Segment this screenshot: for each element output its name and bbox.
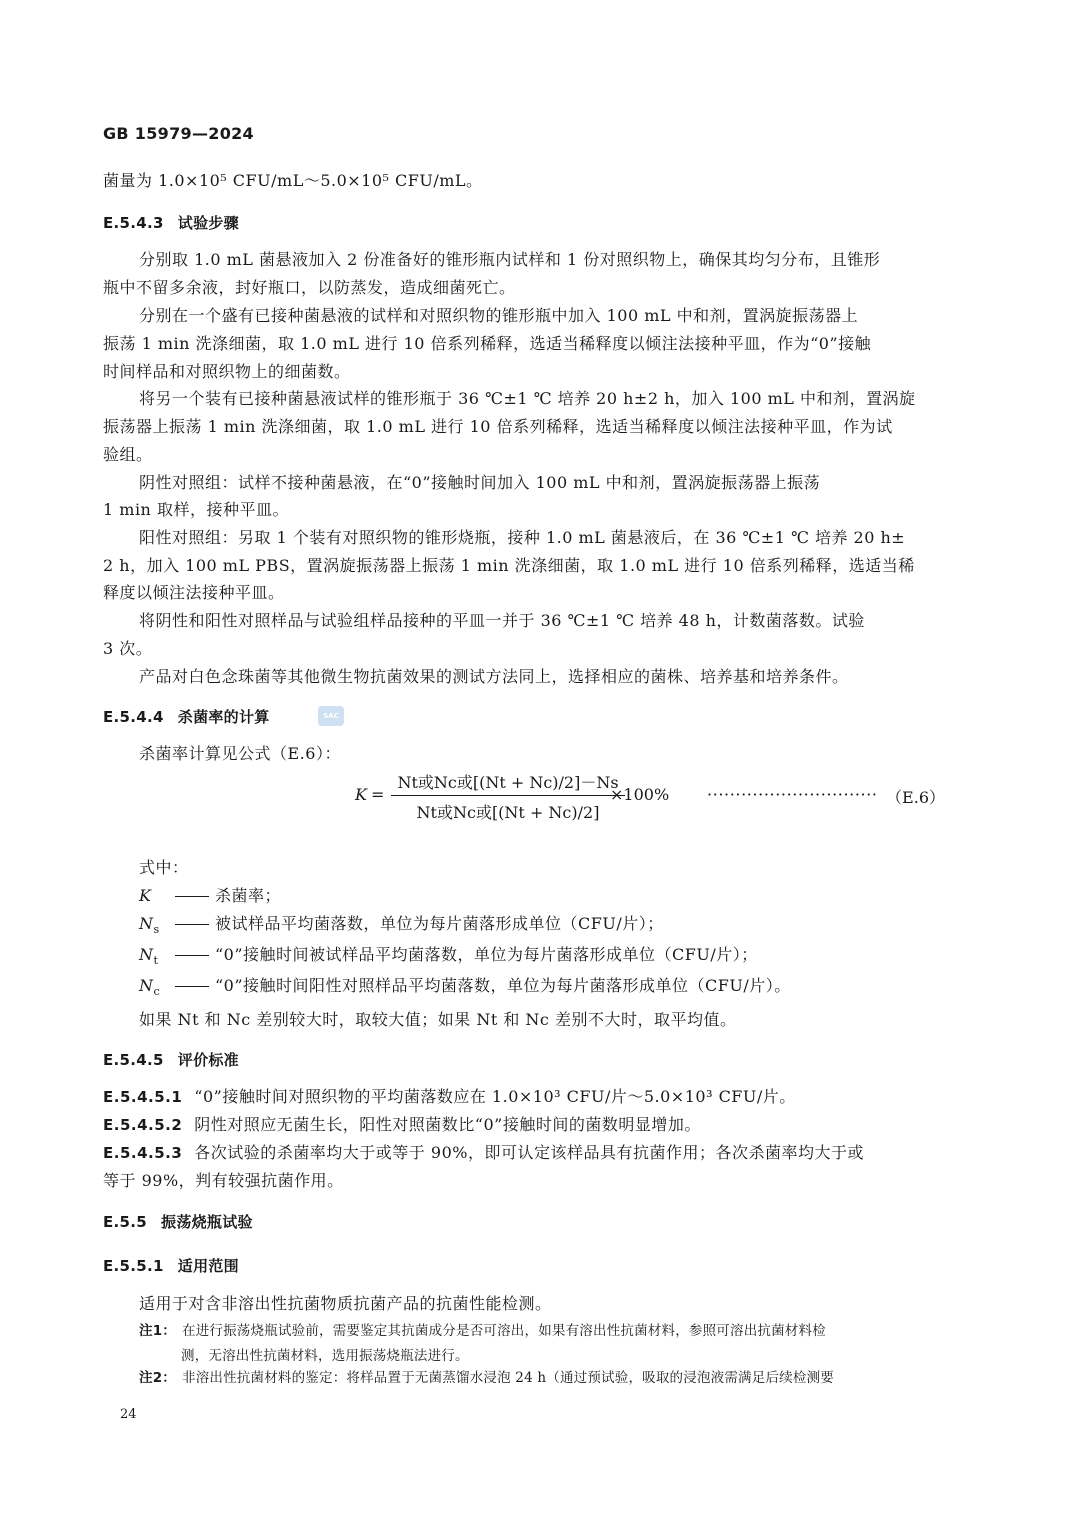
clause-e5453 xyxy=(103,1143,864,1163)
note-text: 非溶出性抗菌材料的鉴定：将样品置于无菌蒸馏水浸泡 24 h（通过预试验，吸取的浸泡液需满足后续检测要 xyxy=(182,1370,834,1386)
note-label: 注2： xyxy=(139,1370,176,1386)
definition-row xyxy=(139,914,664,940)
heading-e545 xyxy=(103,1050,239,1070)
paragraph-line: 将阴性和阳性对照样品与试验组样品接种的平皿一并于 36 ℃±1 ℃ 培养 48 h，计数菌落数。试验 xyxy=(139,611,865,630)
where-label: 式中： xyxy=(139,858,189,877)
note-text: 在进行振荡烧瓶试验前，需要鉴定其抗菌成分是否可溶出，如果有溶出性抗菌材料，参照可溶出抗菌材料检 xyxy=(182,1323,826,1339)
definition-dash xyxy=(175,986,209,987)
note-label: 注1： xyxy=(139,1323,176,1339)
clause-text: 阴性对照应无菌生长，阳性对照菌数比“0”接触时间的菌数明显增加。 xyxy=(194,1115,701,1134)
clause-continuation: 等于 99%，判有较强抗菌作用。 xyxy=(103,1171,344,1190)
symbol: K xyxy=(139,886,152,905)
selection-rule: 如果 Nt 和 Nc 差别较大时，取较大值；如果 Nt 和 Nc 差别不大时，取平均值。 xyxy=(139,1010,737,1029)
formula-intro: 杀菌率计算见公式（E.6）： xyxy=(139,744,341,763)
sac-watermark: SAC xyxy=(318,706,344,726)
clause-text: 各次试验的杀菌率均大于或等于 90%，即可认定该样品具有抗菌作用；各次杀菌率均大于或 xyxy=(194,1143,864,1162)
heading-title: 评价标准 xyxy=(177,1051,239,1069)
heading-title: 杀菌率的计算 xyxy=(177,708,270,726)
heading-number: E.5.4.5 xyxy=(103,1051,164,1069)
formula-numerator: Nt或Nc或[(Nt + Nc)/2]－Ns xyxy=(397,773,619,792)
definition-dash xyxy=(175,955,209,956)
formula-denominator: Nt或Nc或[(Nt + Nc)/2] xyxy=(416,803,600,822)
clause-number: E.5.4.5.3 xyxy=(103,1144,183,1162)
heading-number: E.5.5 xyxy=(103,1213,148,1231)
page-number: 24 xyxy=(120,1407,137,1422)
paragraph-line: 阴性对照组：试样不接种菌悬液，在“0”接触时间加入 100 mL 中和剂，置涡旋振荡器上振荡 xyxy=(139,473,821,492)
paragraph-line: 振荡器上振荡 1 min 洗涤细菌，取 1.0 mL 进行 10 倍系列稀释，选适当稀释度以倾注法接种平皿，作为试 xyxy=(103,417,893,436)
paragraph-line: 菌量为 1.0×10⁵ CFU/mL～5.0×10⁵ CFU/mL。 xyxy=(103,171,483,190)
clause-e5451 xyxy=(103,1087,796,1107)
fraction-bar xyxy=(391,795,625,796)
symbol: $N_s$ xyxy=(139,914,160,937)
definition-row xyxy=(139,976,791,1002)
heading-title: 试验步骤 xyxy=(177,214,239,232)
paragraph-line: 产品对白色念珠菌等其他微生物抗菌效果的测试方法同上，选择相应的菌株、培养基和培养条件。 xyxy=(139,667,849,686)
note-2 xyxy=(139,1369,834,1387)
heading-e543 xyxy=(103,213,239,233)
definition-row xyxy=(139,886,281,912)
clause-number: E.5.4.5.2 xyxy=(103,1116,183,1134)
paragraph-line: 阳性对照组：另取 1 个装有对照织物的锥形烧瓶，接种 1.0 mL 菌悬液后，在 36 ℃±1 ℃ 培养 20 h± xyxy=(139,528,906,547)
heading-number: E.5.5.1 xyxy=(103,1257,164,1275)
heading-e551 xyxy=(103,1256,239,1276)
formula-times-percent: ×100% xyxy=(610,785,670,804)
paragraph-line: 适用于对含非溶出性抗菌物质抗菌产品的抗菌性能检测。 xyxy=(139,1294,552,1313)
paragraph-line: 3 次。 xyxy=(103,639,153,658)
formula-lhs: K xyxy=(355,785,367,804)
paragraph-line: 时间样品和对照织物上的细菌数。 xyxy=(103,362,351,381)
note-continuation: 测，无溶出性抗菌材料，选用振荡烧瓶法进行。 xyxy=(181,1348,469,1364)
symbol: $N_t$ xyxy=(139,945,159,968)
clause-number: E.5.4.5.1 xyxy=(103,1088,183,1106)
paragraph-line: 分别取 1.0 mL 菌悬液加入 2 份准备好的锥形瓶内试样和 1 份对照织物上，确保其均匀分布，且锥形 xyxy=(139,250,881,269)
heading-title: 适用范围 xyxy=(177,1257,239,1275)
paragraph-line: 分别在一个盛有已接种菌悬液的试样和对照织物的锥形瓶中加入 100 mL 中和剂，置涡旋振荡器上 xyxy=(139,306,859,325)
note-1 xyxy=(139,1322,826,1340)
paragraph-line: 将另一个装有已接种菌悬液试样的锥形瓶于 36 ℃±1 ℃ 培养 20 h±2 h，加入 100 mL 中和剂，置涡旋 xyxy=(139,389,916,408)
definition-dash xyxy=(175,924,209,925)
paragraph-line: 振荡 1 min 洗涤细菌，取 1.0 mL 进行 10 倍系列稀释，选适当稀释度以倾注法接种平皿，作为“0”接触 xyxy=(103,334,872,353)
heading-title: 振荡烧瓶试验 xyxy=(161,1213,253,1231)
definition-text: “0”接触时间被试样品平均菌落数，单位为每片菌落形成单位（CFU/片）； xyxy=(215,945,758,964)
paragraph-line: 1 min 取样，接种平皿。 xyxy=(103,500,289,519)
clause-e5452 xyxy=(103,1115,701,1135)
definition-row xyxy=(139,945,758,971)
formula-leader-dots: ······························ xyxy=(707,785,878,804)
definition-text: 杀菌率； xyxy=(215,886,282,905)
formula-equals: = xyxy=(371,785,385,804)
definition-dash xyxy=(175,896,209,897)
symbol: $N_c$ xyxy=(139,976,161,999)
document-id: GB 15979—2024 xyxy=(103,124,254,143)
heading-e544 xyxy=(103,707,270,727)
paragraph-line: 释度以倾注法接种平皿。 xyxy=(103,583,285,602)
definition-text: 被试样品平均菌落数，单位为每片菌落形成单位（CFU/片）； xyxy=(215,914,664,933)
paragraph-line: 验组。 xyxy=(103,445,153,464)
paragraph-line: 瓶中不留多余液，封好瓶口，以防蒸发，造成细菌死亡。 xyxy=(103,278,516,297)
clause-text: “0”接触时间对照织物的平均菌落数应在 1.0×10³ CFU/片～5.0×10³ CFU/片。 xyxy=(194,1087,796,1106)
heading-number: E.5.4.3 xyxy=(103,214,164,232)
paragraph-line: 2 h，加入 100 mL PBS，置涡旋振荡器上振荡 1 min 洗涤细菌，取 1.0 mL 进行 10 倍系列稀释，选适当稀 xyxy=(103,556,915,575)
formula-label: （E.6） xyxy=(886,788,945,807)
definition-text: “0”接触时间阳性对照样品平均菌落数，单位为每片菌落形成单位（CFU/片）。 xyxy=(215,976,791,995)
heading-e55 xyxy=(103,1212,253,1232)
formula-e6 xyxy=(355,770,945,824)
heading-number: E.5.4.4 xyxy=(103,708,164,726)
